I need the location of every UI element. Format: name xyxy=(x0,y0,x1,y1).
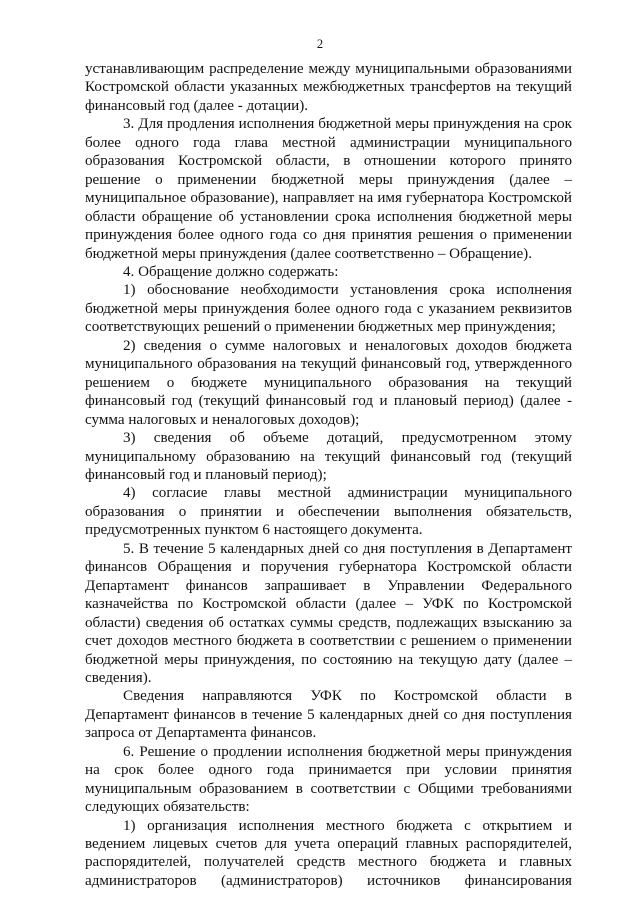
paragraph-3: 3. Для продления исполнения бюджетной меры принуждения на срок более одного года глава местной администрации муниципального образования Костромской области, в отношении которого принято решение о применении бюджетной меры принуждения (далее – муниципальное образование), направляет на имя губернатора Костромской области обращение об установлении срока исполнения бюджетной меры принуждения более одного года со дня принятия решения о применении бюджетной меры принуждения (далее соответственно – Обращение). xyxy=(85,116,572,262)
paragraph-5: 5. В течение 5 календарных дней со дня поступления в Департамент финансов Обращения и поручения губернатора Костромской области Департамент финансов запрашивает в Управлении Федерального казначейства по Костромской области (далее – УФК по Костромской области) сведения об остатках суммы средств, подлежащих взысканию за счет доходов местного бюджета в соответствии с решением о применении бюджетной меры принуждения, по состоянию на текущую дату (далее – сведения). xyxy=(85,540,572,686)
paragraph-6: 6. Решение о продлении исполнения бюджетной меры принуждения на срок более одного года принимается при условии принятия муниципальным образованием в соответствии с Общими требованиями следующих обязательств: xyxy=(85,743,572,816)
paragraph-6-item-1: 1) организация исполнения местного бюджета с открытием и ведением лицевых счетов для учета операций главных распорядителей, распорядителей, получателей средств местного бюджета и главных администраторов (администраторов) источников финансирования xyxy=(85,817,572,889)
paragraph-intro-continuation: устанавливающим распределение между муниципальными образованиями Костромской области указанных межбюджетных трансфертов на текущий финансовый год (далее - дотации). xyxy=(85,61,572,114)
paragraph-4-item-1: 1) обоснование необходимости установления срока исполнения бюджетной меры принуждения более одного года с указанием реквизитов соответствующих решений о применении бюджетных мер принуждения; xyxy=(85,282,572,336)
paragraph-4-item-3: 3) сведения об объеме дотаций, предусмотренном этому муниципальному образованию на текущий финансовый год (текущий финансовый год и плановый период); xyxy=(85,430,572,483)
page-number: 2 xyxy=(316,37,324,51)
paragraph-4-item-4: 4) согласие главы местной администрации муниципального образования о принятии и обеспечении выполнения обязательств, предусмотренных пунктом 6 настоящего документа. xyxy=(85,485,572,539)
paragraph-4-item-2: 2) сведения о сумме налоговых и неналоговых доходов бюджета муниципального образования на текущий финансовый год, утвержденного решением о бюджете муниципального образования на текущий финансовый год (текущий финансовый год и плановый период) (далее - сумма налоговых и неналоговых доходов); xyxy=(85,337,572,428)
paragraph-5-info: Сведения направляются УФК по Костромской области в Департамент финансов в течение 5 календарных дней со дня поступления запроса от Департамента финансов. xyxy=(85,688,572,742)
paragraph-4: 4. Обращение должно содержать: xyxy=(123,263,339,280)
document-body xyxy=(85,60,572,890)
